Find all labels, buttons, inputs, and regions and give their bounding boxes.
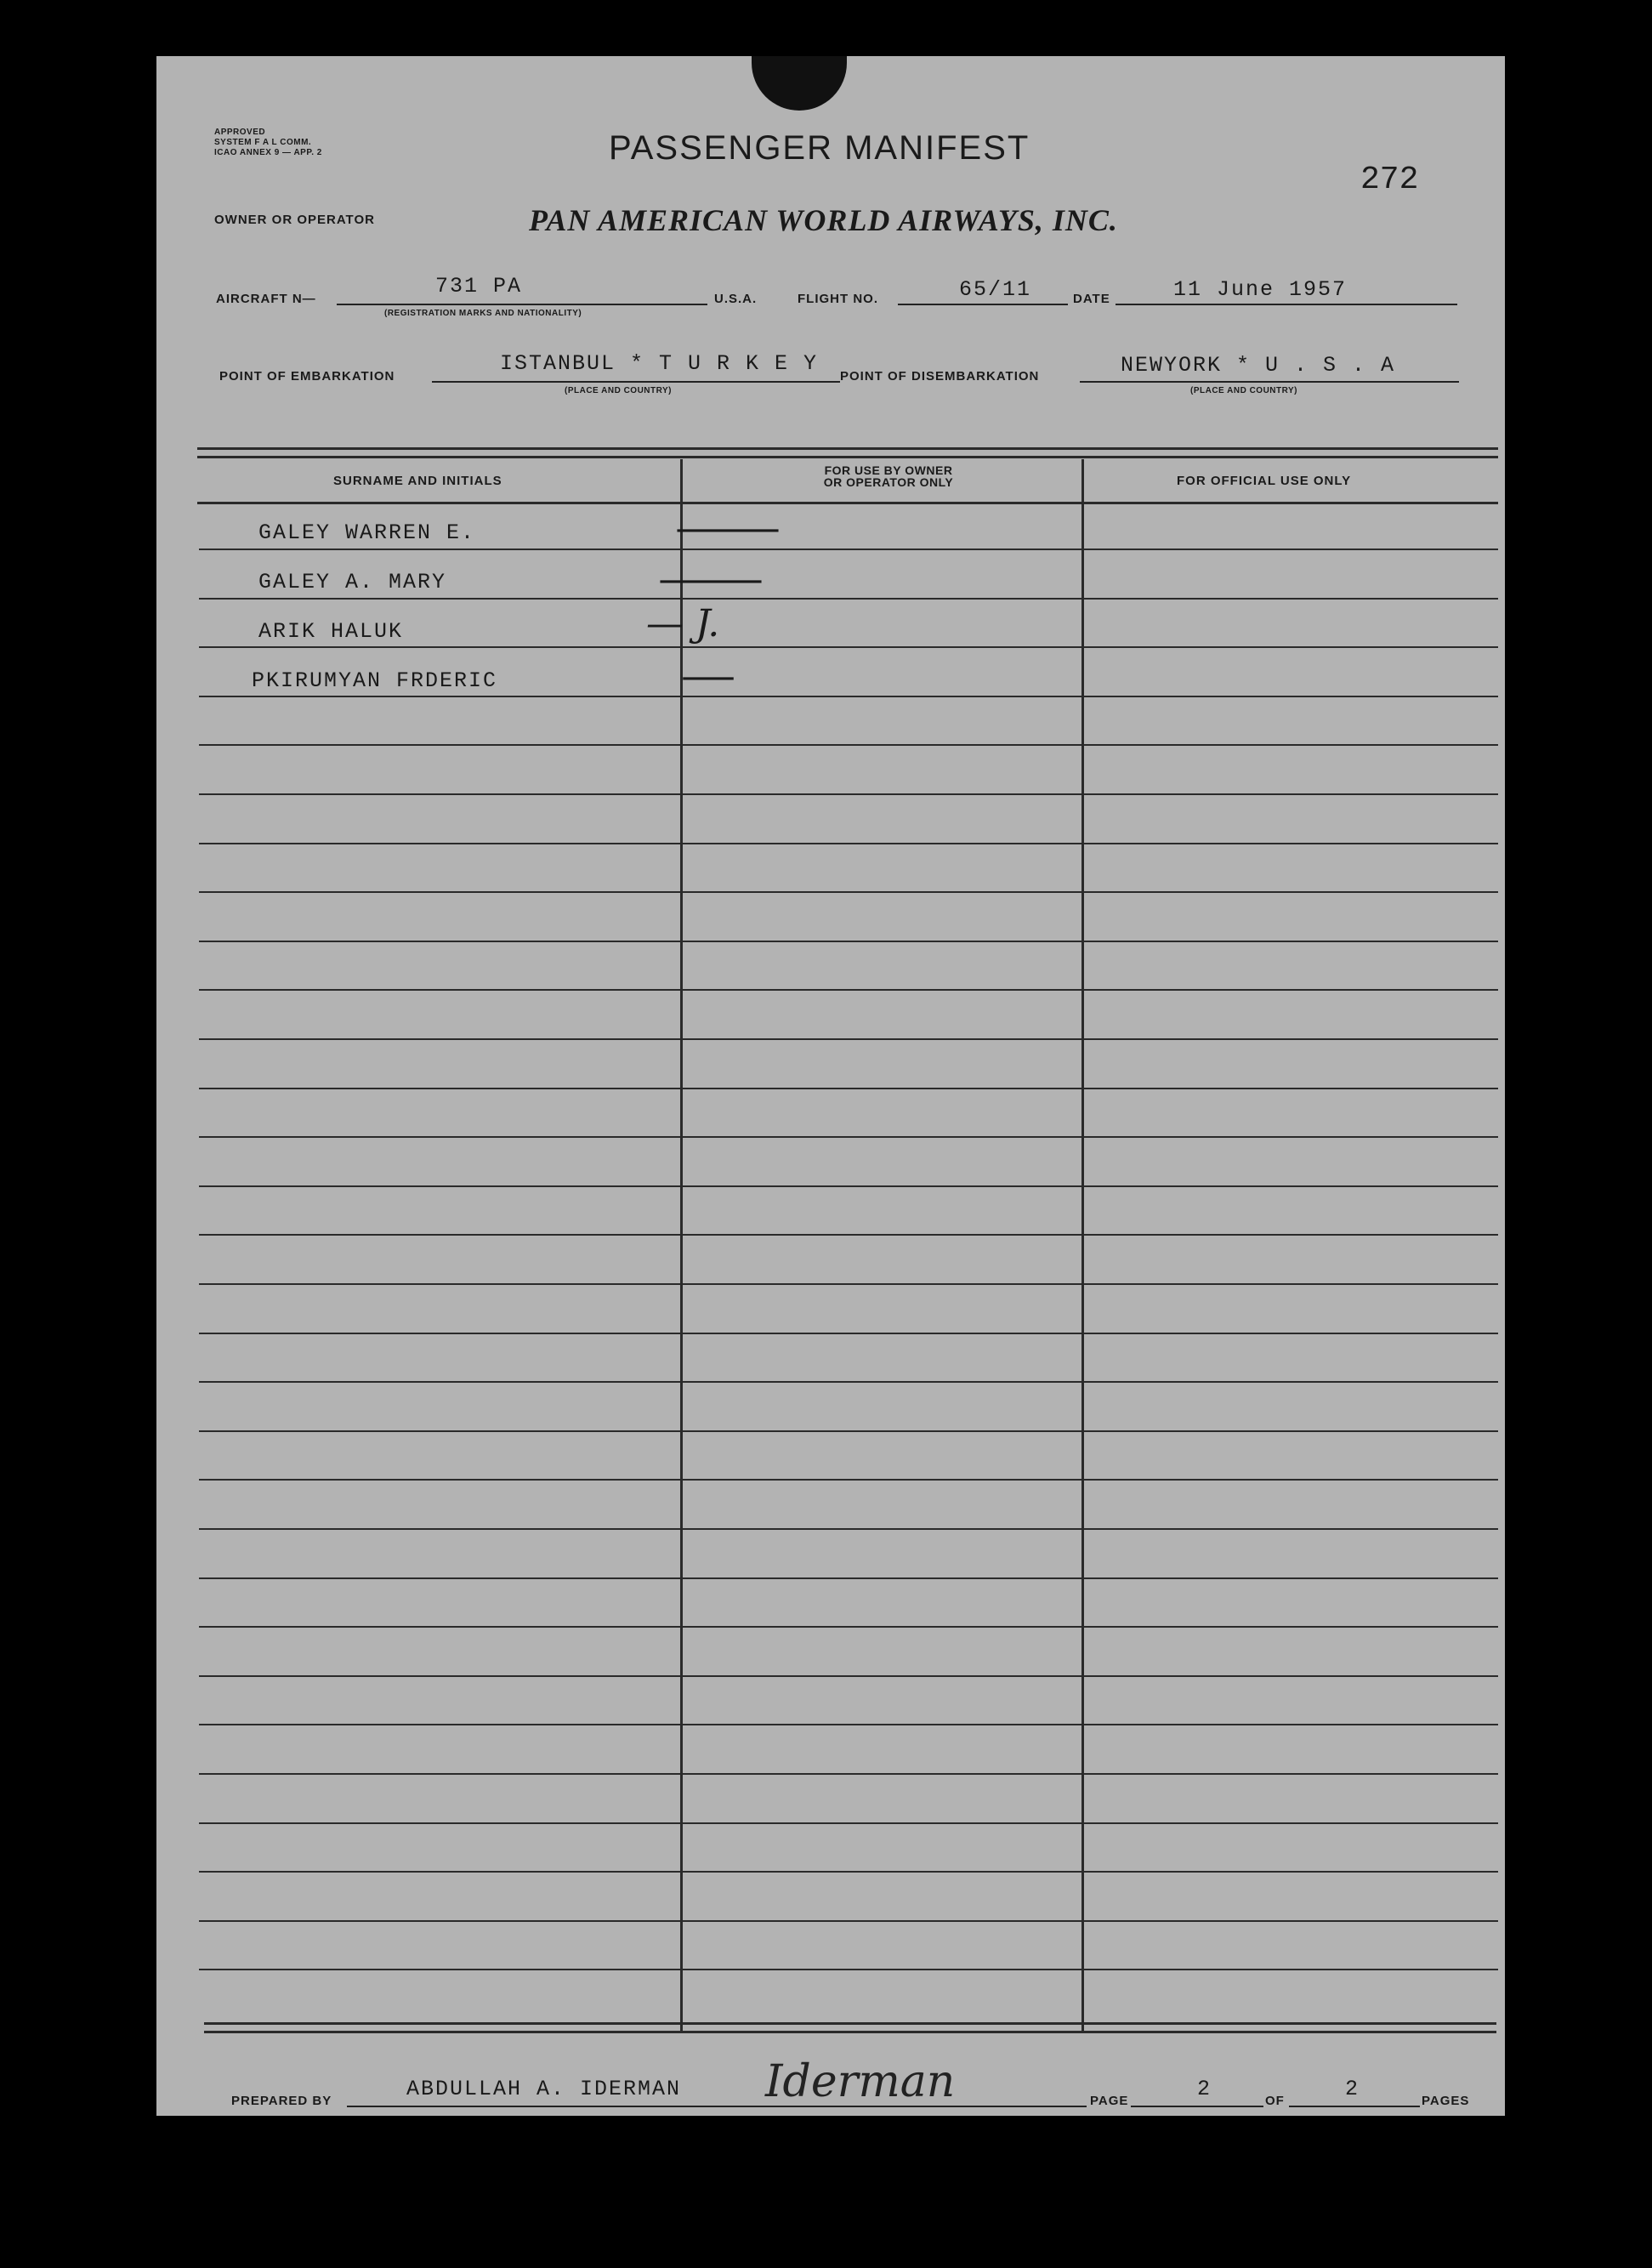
embarkation-underline <box>432 381 840 383</box>
table-top-rule <box>197 447 1498 450</box>
usa-label: U.S.A. <box>714 292 758 306</box>
table-row-line <box>199 891 1498 893</box>
aircraft-label: AIRCRAFT N— <box>216 292 316 306</box>
page-underline <box>1131 2106 1263 2107</box>
column-header-operator-line1: FOR USE BY OWNER <box>824 463 953 477</box>
column-header-operator-line2: OR OPERATOR ONLY <box>823 475 954 489</box>
operator-mark: — J. <box>646 602 720 645</box>
table-row-line <box>199 1920 1498 1922</box>
date-label: DATE <box>1073 292 1110 306</box>
disembarkation-value: NEWYORK * U . S . A <box>1121 353 1396 378</box>
table-row-line <box>199 1185 1498 1187</box>
operator-name: PAN AMERICAN WORLD AIRWAYS, INC. <box>529 203 1118 237</box>
table-row-line <box>199 1381 1498 1383</box>
approval-line: SYSTEM F A L COMM. <box>214 138 312 147</box>
column-header-surname: SURNAME AND INITIALS <box>333 474 502 488</box>
table-row-line <box>199 646 1498 648</box>
table-row-line <box>199 1430 1498 1432</box>
disembarkation-underline <box>1080 381 1459 383</box>
approval-line: ICAO ANNEX 9 — APP. 2 <box>214 148 322 157</box>
table-bottom-rule <box>204 2022 1496 2025</box>
table-row-line <box>199 744 1498 746</box>
operator-mark: — <box>672 507 784 550</box>
flight-label: FLIGHT NO. <box>798 292 878 306</box>
aircraft-sub-label: (REGISTRATION MARKS AND NATIONALITY) <box>384 309 582 318</box>
table-row-line <box>199 793 1498 795</box>
embarkation-sub-label: (PLACE AND COUNTRY) <box>565 386 672 395</box>
passenger-name: GALEY A. MARY <box>258 570 447 594</box>
flight-underline <box>898 304 1068 305</box>
date-underline <box>1116 304 1457 305</box>
table-row-line <box>199 1871 1498 1873</box>
approval-block <box>214 128 322 158</box>
flight-value: 65/11 <box>959 277 1032 302</box>
table-row-line <box>199 696 1498 697</box>
header-rule <box>197 502 1498 504</box>
table-row-line <box>199 1234 1498 1236</box>
table-bottom-rule-2 <box>204 2031 1496 2033</box>
passenger-name: ARIK HALUK <box>258 619 404 644</box>
table-row-line <box>199 1675 1498 1677</box>
passenger-name: GALEY WARREN E. <box>258 520 476 545</box>
of-label: OF <box>1265 2094 1285 2108</box>
table-row-line <box>199 989 1498 991</box>
table-row-line <box>199 1333 1498 1334</box>
aircraft-underline <box>337 304 707 305</box>
table-row-line <box>199 1283 1498 1285</box>
passenger-name: PKIRUMYAN FRDERIC <box>252 668 498 693</box>
page-label: PAGE <box>1090 2094 1129 2108</box>
operator-mark: — <box>680 655 736 698</box>
table-row-line <box>199 1577 1498 1579</box>
table-row-line <box>199 549 1498 550</box>
disembarkation-label: POINT OF DISEMBARKATION <box>840 369 1040 384</box>
approval-line: APPROVED <box>214 128 266 137</box>
table-row-line <box>199 598 1498 600</box>
page-value: 2 <box>1197 2077 1212 2101</box>
table-row-line <box>199 1038 1498 1040</box>
prepared-by-underline <box>347 2106 1087 2107</box>
table-row-line <box>199 843 1498 844</box>
table-row-line <box>199 1969 1498 1970</box>
table-row-line <box>199 1528 1498 1530</box>
disembarkation-sub-label: (PLACE AND COUNTRY) <box>1190 386 1297 395</box>
table-row-line <box>199 1479 1498 1481</box>
table-row-line <box>199 1822 1498 1824</box>
page-stamp: 272 <box>1360 162 1419 198</box>
of-value: 2 <box>1345 2077 1360 2101</box>
table-top-rule-2 <box>197 456 1498 458</box>
pages-label: PAGES <box>1422 2094 1470 2108</box>
date-value: 11 June 1957 <box>1173 277 1348 302</box>
prepared-by-value: ABDULLAH A. IDERMAN <box>406 2077 682 2101</box>
document-title: PASSENGER MANIFEST <box>609 129 1030 167</box>
table-row-line <box>199 1773 1498 1775</box>
prepared-by-label: PREPARED BY <box>231 2094 332 2108</box>
table-row-line <box>199 1136 1498 1138</box>
embarkation-label: POINT OF EMBARKATION <box>219 369 395 384</box>
table-row-line <box>199 1088 1498 1089</box>
table-row-line <box>199 941 1498 942</box>
table-row-line <box>199 1626 1498 1628</box>
embarkation-value: ISTANBUL * T U R K E Y <box>500 351 819 376</box>
operator-mark: — <box>655 558 767 601</box>
of-underline <box>1289 2106 1420 2107</box>
aircraft-value: 731 PA <box>435 274 523 298</box>
table-row-line <box>199 1724 1498 1725</box>
owner-label: OWNER OR OPERATOR <box>214 213 375 227</box>
column-header-official: FOR OFFICIAL USE ONLY <box>1177 474 1352 488</box>
preparer-signature: Iderman <box>765 2056 956 2107</box>
column-header-operator <box>791 464 986 488</box>
